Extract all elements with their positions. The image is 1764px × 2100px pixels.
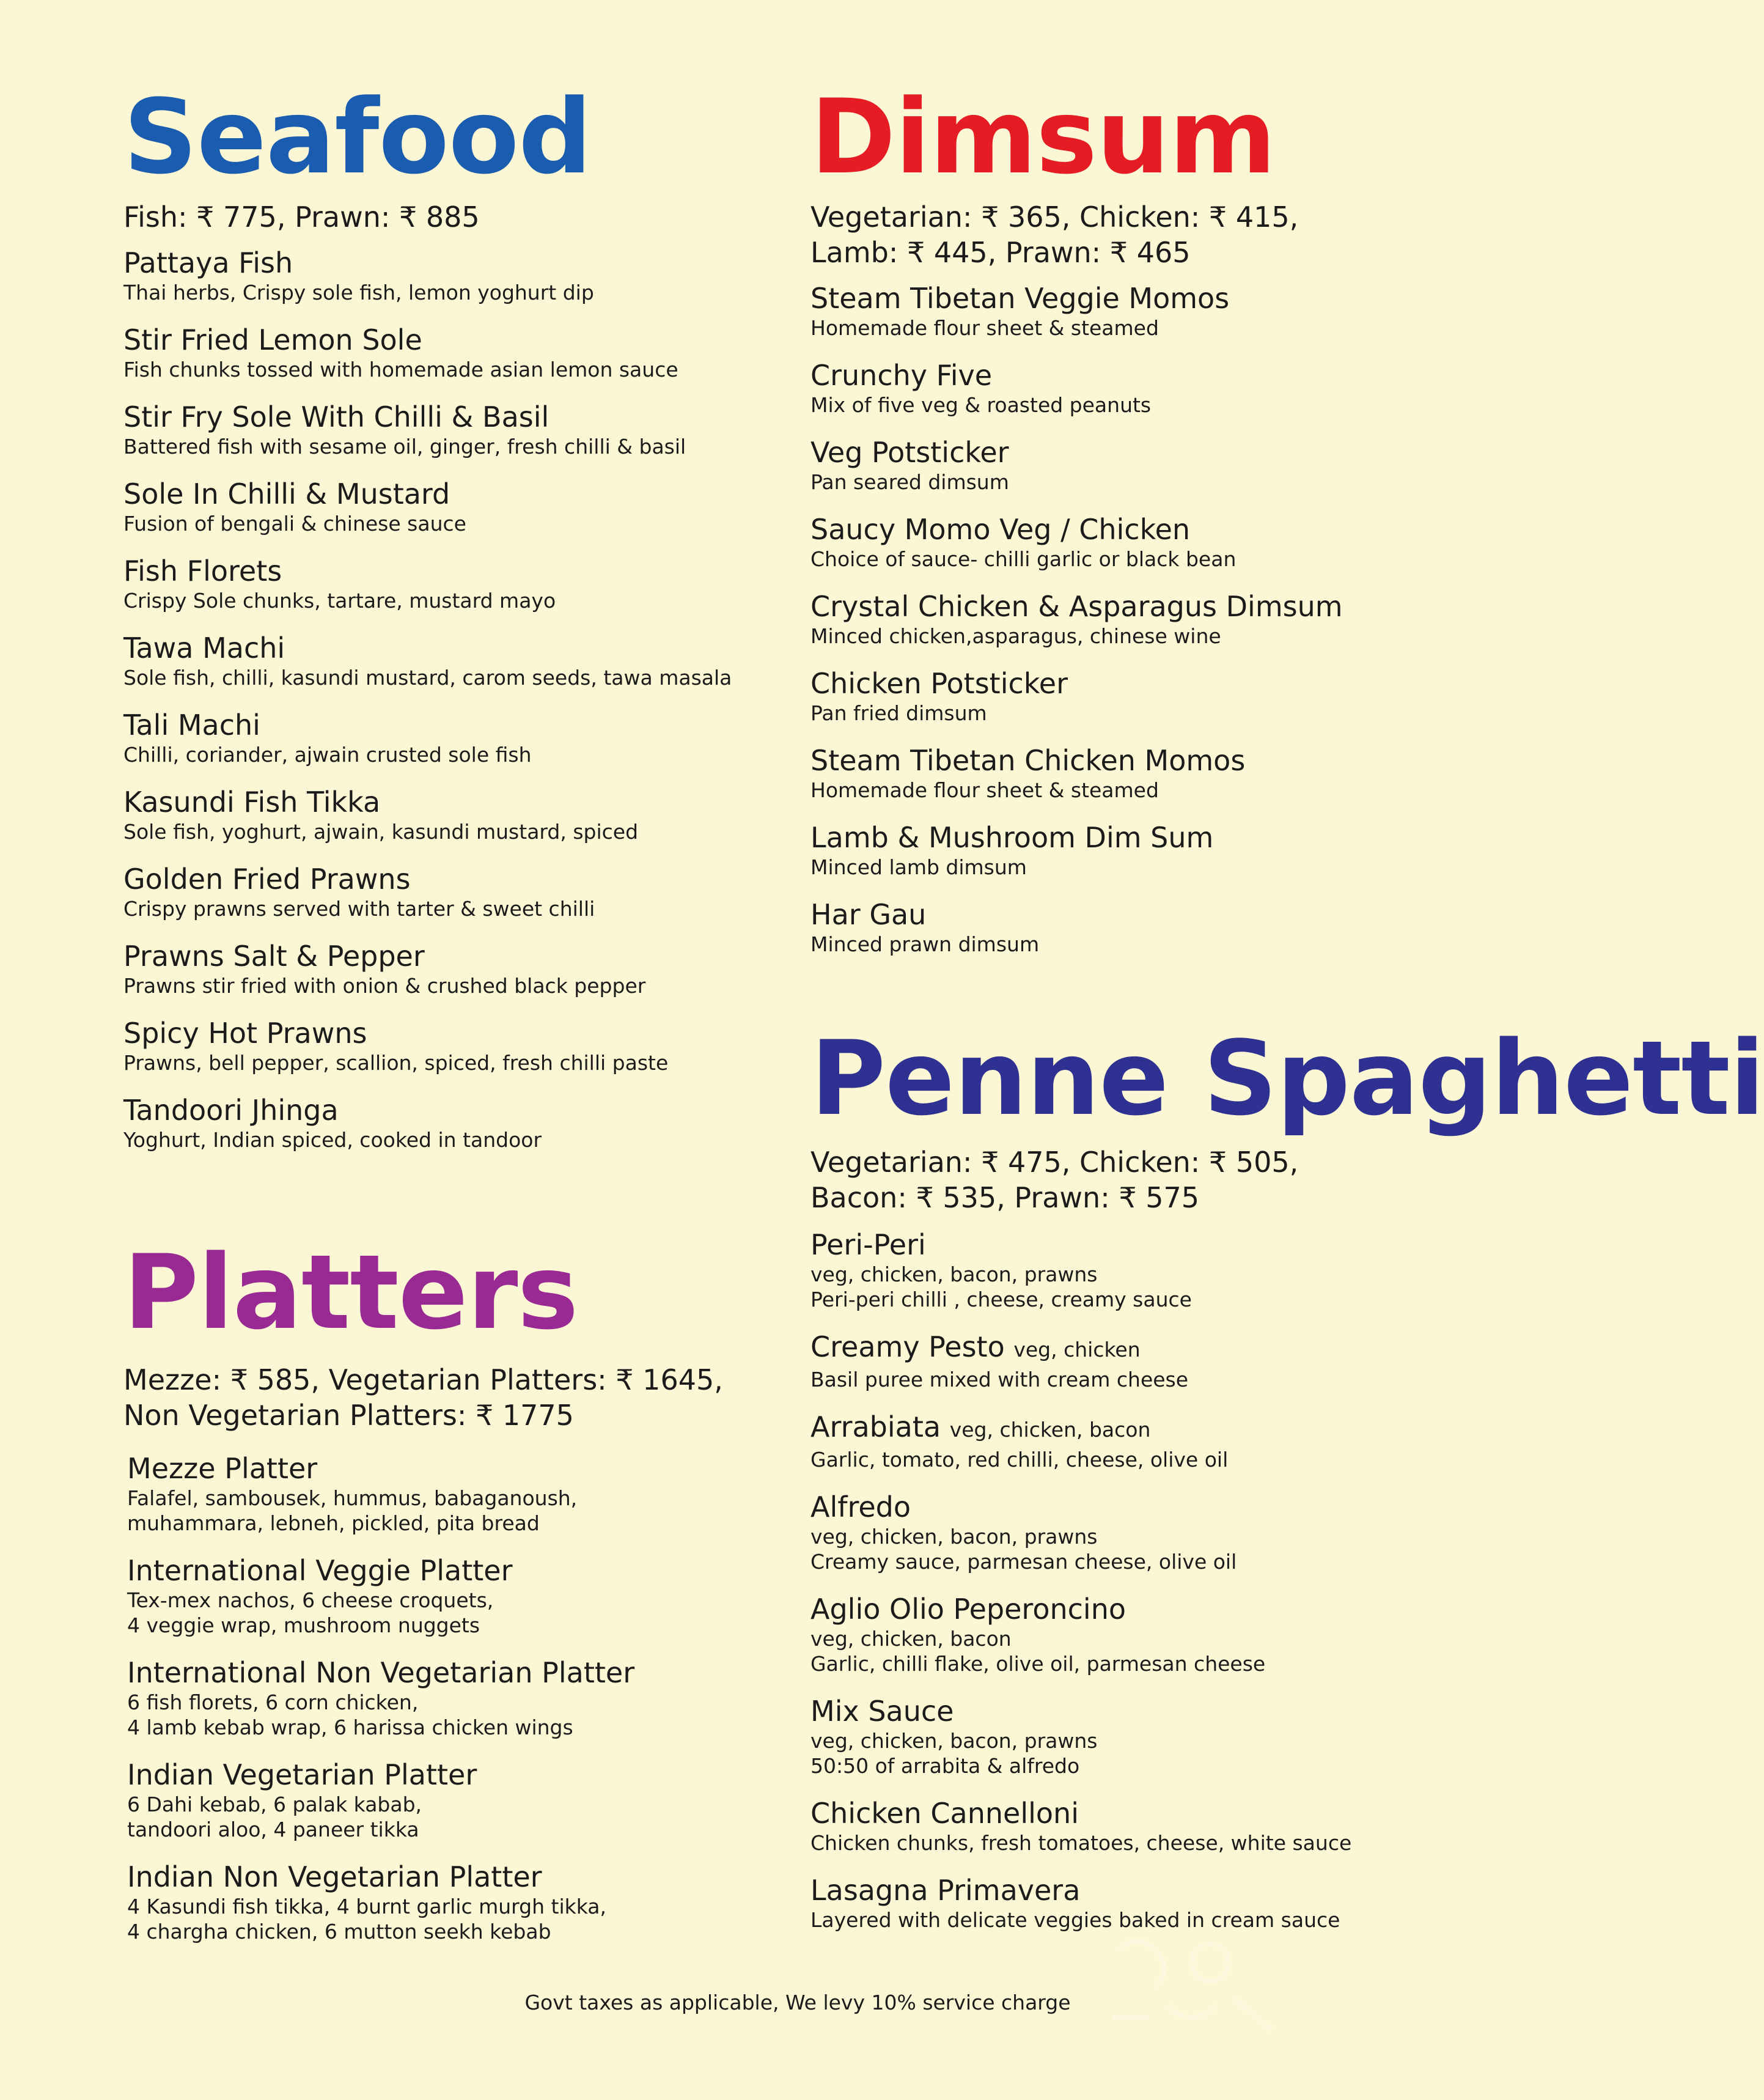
menu-item-name: Sole In Chilli & Mustard [123, 477, 450, 510]
menu-item-name-row [123, 554, 771, 588]
menu-item-name: Steam Tibetan Veggie Momos [810, 282, 1230, 315]
menu-item [123, 785, 771, 844]
menu-item-description: Pan fried dimsum [810, 701, 987, 725]
menu-item-name: Tali Machi [123, 709, 260, 742]
menu-item-name: Aglio Olio Peperoncino [810, 1593, 1126, 1626]
menu-item-description: Choice of sauce- chilli garlic or black bean [810, 547, 1237, 571]
menu-item [123, 323, 771, 382]
menu-item-description: veg, chicken, bacon, prawns [810, 1262, 1098, 1286]
menu-item-name-row [810, 666, 1575, 701]
menu-item-description: 4 chargha chicken, 6 mutton seekh kebab [127, 1920, 551, 1943]
menu-item-name-row [127, 1553, 771, 1588]
menu-item-name: Creamy Pesto [810, 1330, 1005, 1363]
section-title-platters: Platters [123, 1232, 578, 1352]
menu-item-name-row [123, 939, 771, 973]
menu-item [810, 281, 1575, 341]
menu-item-description: Prawns, bell pepper, scallion, spiced, fresh chilli paste [123, 1051, 669, 1075]
menu-item [123, 400, 771, 459]
menu-item-description: muhammara, lebneh, pickled, pita bread [127, 1511, 540, 1535]
price-line: Vegetarian: ₹ 365, Chicken: ₹ 415, [810, 201, 1299, 234]
menu-item-description: Prawns stir fried with onion & crushed black pepper [123, 974, 646, 998]
menu-item [123, 862, 771, 921]
menu-item-description: 50:50 of arrabita & alfredo [810, 1754, 1080, 1778]
menu-item [810, 1796, 1575, 1855]
menu-item-description: Battered fish with sesame oil, ginger, fresh chilli & basil [123, 435, 686, 459]
menu-item-name-row [810, 1873, 1575, 1907]
menu-item [127, 1758, 771, 1842]
menu-item-name: Crunchy Five [810, 359, 993, 392]
menu-item [810, 1873, 1575, 1932]
menu-item-name: Arrabiata [810, 1410, 941, 1443]
menu-item-description: Creamy sauce, parmesan cheese, olive oil [810, 1550, 1237, 1574]
menu-item-description: 4 Kasundi fish tikka, 4 burnt garlic murgh tikka, [127, 1895, 606, 1918]
dimsum-prices [810, 199, 1575, 270]
menu-item [123, 708, 771, 767]
price-line: Vegetarian: ₹ 475, Chicken: ₹ 505, [810, 1146, 1299, 1179]
menu-item-name-row [810, 1410, 1575, 1447]
menu-item-name-row [810, 435, 1575, 470]
menu-item [127, 1451, 771, 1536]
menu-item [810, 435, 1575, 495]
price-line: Bacon: ₹ 535, Prawn: ₹ 575 [810, 1181, 1200, 1214]
menu-item-description: veg, chicken, bacon, prawns [810, 1525, 1098, 1549]
menu-item-name-row [127, 1860, 771, 1894]
menu-item-description: 4 lamb kebab wrap, 6 harissa chicken wings [127, 1715, 573, 1739]
menu-item [123, 477, 771, 536]
watermark-logo-icon [1094, 1926, 1290, 2048]
menu-item [123, 1093, 771, 1152]
menu-item-description: Minced prawn dimsum [810, 932, 1040, 956]
menu-item [810, 1410, 1575, 1472]
menu-item-description: Sole fish, chilli, kasundi mustard, carom seeds, tawa masala [123, 666, 732, 690]
dimsum-section [810, 77, 1575, 974]
menu-item-name-row [123, 1016, 771, 1050]
menu-item-options: veg, chicken, bacon [949, 1418, 1151, 1442]
menu-item-description: tandoori aloo, 4 paneer tikka [127, 1818, 419, 1841]
menu-item-name: Kasundi Fish Tikka [123, 786, 381, 819]
menu-item-name: Fish Florets [123, 554, 282, 588]
menu-item-name: Prawns Salt & Pepper [123, 940, 425, 973]
menu-item-name: Golden Fried Prawns [123, 863, 411, 896]
menu-item-description: Thai herbs, Crispy sole fish, lemon yoghurt dip [123, 281, 594, 304]
menu-item-description: 4 veggie wrap, mushroom nuggets [127, 1613, 480, 1637]
menu-item-name-row [123, 862, 771, 896]
menu-item [810, 820, 1575, 880]
menu-item-name-row [810, 358, 1575, 392]
seafood-prices [123, 199, 771, 235]
menu-item [810, 1490, 1575, 1574]
menu-item-description: Fish chunks tossed with homemade asian lemon sauce [123, 358, 678, 381]
menu-item-description: veg, chicken, bacon, prawns [810, 1729, 1098, 1753]
menu-item [123, 939, 771, 998]
menu-item [810, 743, 1575, 803]
seafood-items [123, 246, 771, 1152]
price-line: Lamb: ₹ 445, Prawn: ₹ 465 [810, 236, 1191, 269]
menu-item-name-row [810, 512, 1575, 547]
penne-items [810, 1228, 1575, 1932]
menu-item-name: Steam Tibetan Chicken Momos [810, 744, 1246, 777]
price-line: Fish: ₹ 775, Prawn: ₹ 885 [123, 201, 480, 234]
menu-item-name-row [810, 589, 1575, 624]
menu-item [127, 1860, 771, 1944]
menu-item-name: Stir Fried Lemon Sole [123, 323, 422, 356]
menu-item-description: Crispy Sole chunks, tartare, mustard mayo [123, 589, 556, 613]
menu-item-description: Minced lamb dimsum [810, 855, 1027, 879]
menu-item-name-row [123, 1093, 771, 1127]
menu-item-description: Sole fish, yoghurt, ajwain, kasundi mustard, spiced [123, 820, 639, 844]
menu-item [123, 1016, 771, 1075]
menu-item-name: Pattaya Fish [123, 246, 293, 279]
menu-item-name-row [127, 1758, 771, 1792]
menu-item-name: Stir Fry Sole With Chilli & Basil [123, 400, 549, 433]
menu-item [810, 512, 1575, 572]
menu-item-description: Homemade flour sheet & steamed [810, 778, 1159, 802]
menu-item [810, 1694, 1575, 1778]
menu-item-name-row [810, 743, 1575, 778]
menu-item-name-row [810, 1490, 1575, 1524]
platters-section [123, 1232, 771, 1962]
menu-item-options: veg, chicken [1013, 1338, 1141, 1361]
menu-item-description: Garlic, tomato, red chilli, cheese, olive oil [810, 1448, 1229, 1472]
menu-item-name: Alfredo [810, 1490, 911, 1523]
seafood-section [123, 77, 771, 1170]
menu-item-description: Minced chicken,asparagus, chinese wine [810, 624, 1221, 648]
menu-item-name-row [810, 897, 1575, 932]
menu-item-name: Chicken Potsticker [810, 667, 1068, 700]
menu-item-name-row [123, 477, 771, 511]
platters-prices [123, 1362, 771, 1433]
menu-item-description: Garlic, chilli flake, olive oil, parmesan cheese [810, 1652, 1266, 1676]
menu-item-name: Indian Vegetarian Platter [127, 1758, 477, 1791]
menu-item-description: Peri-peri chilli , cheese, creamy sauce [810, 1288, 1192, 1311]
dimsum-items [810, 281, 1575, 957]
menu-item [810, 666, 1575, 726]
menu-item [123, 246, 771, 305]
menu-item [123, 631, 771, 690]
menu-item [127, 1656, 771, 1740]
menu-item [123, 554, 771, 613]
menu-item-description: Pan seared dimsum [810, 470, 1009, 494]
menu-item-description: Falafel, sambousek, hummus, babaganoush, [127, 1486, 578, 1510]
menu-item-description: Fusion of bengali & chinese sauce [123, 512, 466, 536]
menu-item-description: 6 fish florets, 6 corn chicken, [127, 1690, 419, 1714]
menu-item-name: Mix Sauce [810, 1695, 954, 1728]
footer-service-charge-note: Govt taxes as applicable, We levy 10% service charge [524, 1991, 1071, 2014]
menu-item-name-row [810, 1330, 1575, 1367]
menu-item-name-row [123, 323, 771, 357]
menu-item [127, 1553, 771, 1638]
price-line: Mezze: ₹ 585, Vegetarian Platters: ₹ 1645, [123, 1363, 723, 1396]
menu-item-name: Har Gau [810, 898, 927, 931]
menu-item [810, 897, 1575, 957]
menu-item-name: Spicy Hot Prawns [123, 1017, 367, 1050]
menu-item-name: Lasagna Primavera [810, 1874, 1081, 1907]
menu-item-description: Chicken chunks, fresh tomatoes, cheese, white sauce [810, 1831, 1352, 1855]
menu-item-name: Lamb & Mushroom Dim Sum [810, 821, 1214, 854]
menu-item-description: Layered with delicate veggies baked in cream sauce [810, 1908, 1340, 1932]
menu-item [810, 589, 1575, 649]
section-title-penne-spaghetti: Penne Spaghetti [810, 1019, 1764, 1138]
menu-item-name: Veg Potsticker [810, 436, 1009, 469]
menu-item-description: Homemade flour sheet & steamed [810, 316, 1159, 340]
menu-item-description: Tex-mex nachos, 6 cheese croquets, [127, 1588, 494, 1612]
menu-item-name: Peri-Peri [810, 1228, 926, 1261]
menu-item-name: International Non Vegetarian Platter [127, 1656, 635, 1689]
menu-item-description: Chilli, coriander, ajwain crusted sole fish [123, 743, 532, 767]
menu-item-name: Chicken Cannelloni [810, 1797, 1079, 1830]
menu-item-name: Crystal Chicken & Asparagus Dimsum [810, 590, 1343, 623]
menu-item-description: Yoghurt, Indian spiced, cooked in tandoor [123, 1128, 542, 1152]
menu-item-name: Saucy Momo Veg / Chicken [810, 513, 1191, 546]
menu-item-description: veg, chicken, bacon [810, 1627, 1012, 1651]
menu-item [810, 1228, 1575, 1312]
section-title-seafood: Seafood [123, 77, 592, 197]
penne-section [810, 1019, 1764, 1950]
menu-item-name: Indian Non Vegetarian Platter [127, 1860, 542, 1893]
section-title-dimsum: Dimsum [810, 77, 1276, 197]
menu-item-name-row [123, 708, 771, 742]
menu-item-name-row [127, 1451, 771, 1486]
menu-item-description: Basil puree mixed with cream cheese [810, 1368, 1189, 1391]
menu-item-name-row [810, 820, 1575, 855]
menu-item [810, 1592, 1575, 1676]
menu-item-name: Tawa Machi [123, 632, 285, 665]
menu-item-name: International Veggie Platter [127, 1554, 513, 1587]
menu-item-name-row [810, 1592, 1575, 1626]
menu-item-description: 6 Dahi kebab, 6 palak kabab, [127, 1792, 422, 1816]
menu-item [810, 358, 1575, 418]
menu-item-name-row [810, 1694, 1575, 1728]
menu-item-description: Crispy prawns served with tarter & sweet chilli [123, 897, 595, 921]
platters-items [123, 1451, 771, 1944]
menu-item-name-row [123, 246, 771, 280]
menu-item-name-row [123, 631, 771, 665]
menu-item-name-row [810, 1228, 1575, 1262]
menu-item-name-row [123, 785, 771, 819]
menu-item-name-row [123, 400, 771, 434]
menu-item-name-row [127, 1656, 771, 1690]
menu-item-description: Mix of five veg & roasted peanuts [810, 393, 1152, 417]
price-line: Non Vegetarian Platters: ₹ 1775 [123, 1399, 574, 1432]
penne-prices [810, 1144, 1575, 1215]
menu-item [810, 1330, 1575, 1392]
menu-item-name: Mezze Platter [127, 1452, 318, 1485]
menu-item-name-row [810, 1796, 1575, 1830]
menu-item-name-row [810, 281, 1575, 315]
menu-item-name: Tandoori Jhinga [123, 1094, 339, 1127]
